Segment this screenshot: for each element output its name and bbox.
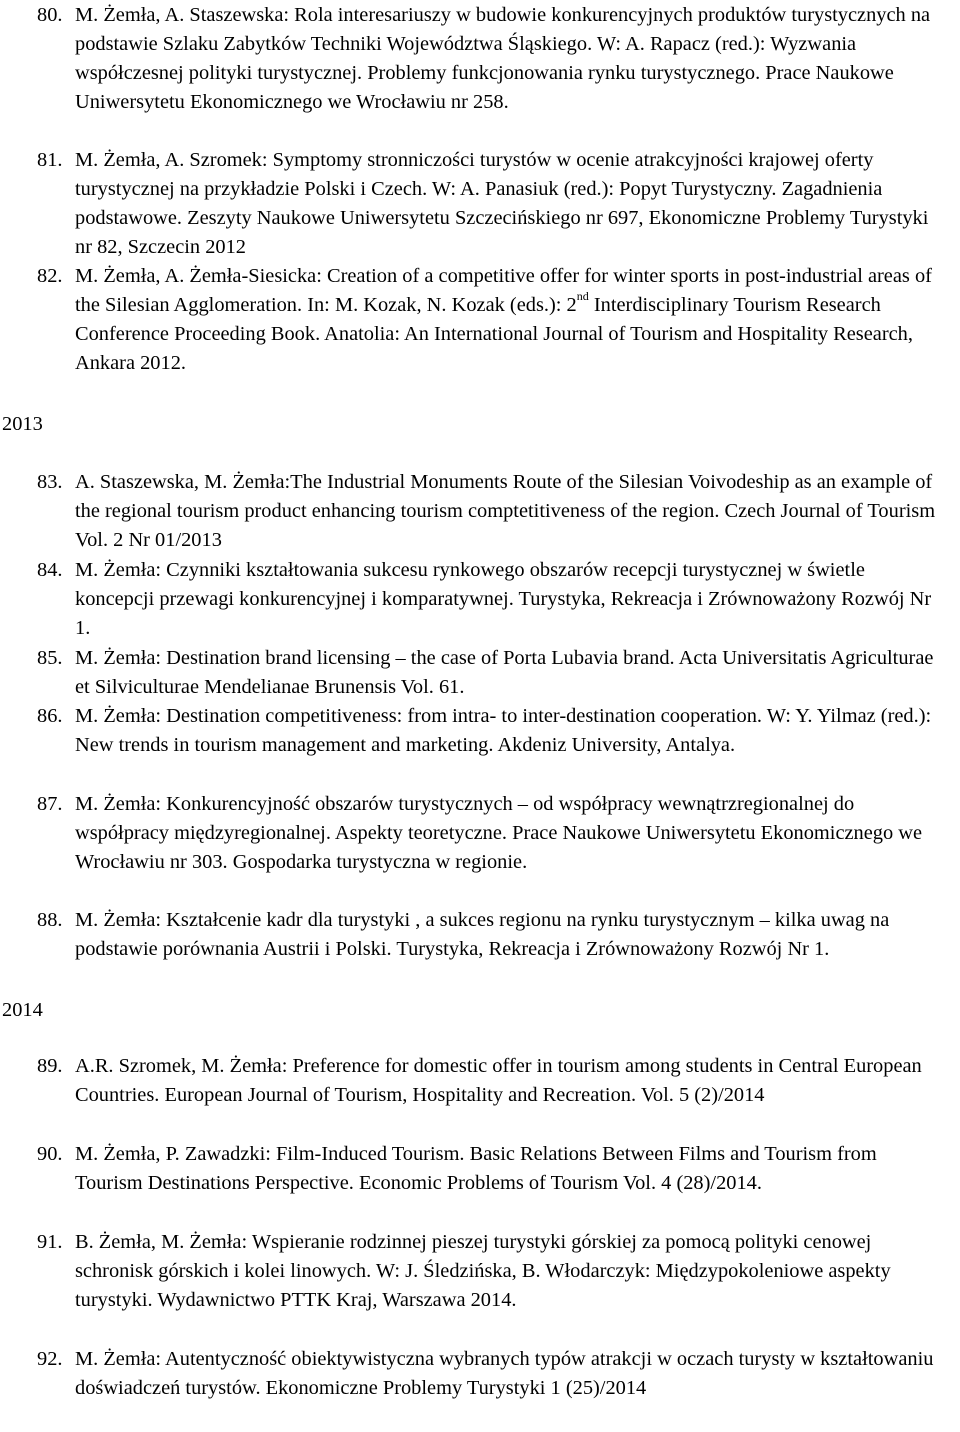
bibliography-entry-84 — [37, 556, 937, 643]
bibliography-entry-88 — [37, 906, 937, 964]
entry-text: M. Żemła: Autentyczność obiektywistyczna wybranych typów atrakcji w oczach turysty w kształtowaniu doświadczeń turystów. Ekonomiczne Problemy Turystyki 1 (25)/2014 — [75, 1348, 934, 1399]
entry-text: M. Żemła: Kształcenie kadr dla turystyki , a sukces regionu na rynku turystycznym – kilka uwag na podstawie porównania Austrii i Polski. Turystyka, Rekreacja i Zrównoważony Rozwój Nr 1. — [75, 909, 890, 960]
entry-number: 86. — [37, 705, 63, 727]
bibliography-entry-80 — [37, 1, 937, 117]
bibliography-entry-85 — [37, 644, 937, 702]
entry-text: M. Żemła: Czynniki kształtowania sukcesu rynkowego obszarów recepcji turystycznej w świetle koncepcji przewagi konkurencyjnej i komparatywnej. Turystyka, Rekreacja i Zrównoważony Rozwój Nr 1. — [75, 559, 932, 639]
entry-text: M. Żemła: Konkurencyjność obszarów turystycznych – od współpracy wewnątrzregionalnej do współpracy międzyregionalnej. Aspekty teoretyczne. Prace Naukowe Uniwersytetu Ekonomicznego we Wrocławiu nr 303. Gospodarka turystyczna w regionie. — [75, 793, 923, 873]
entry-number: 87. — [37, 793, 63, 815]
entry-number: 88. — [37, 909, 63, 931]
year-label-2013: 2013 — [2, 413, 43, 435]
entry-number: 91. — [37, 1231, 63, 1253]
entry-text-part: M. Żemła, A. Żemła-Siesicka: Creation of a competitive offer for winter sports in post-industrial areas of the Silesian Agglomeration. In: M. Kozak, N. Kozak (eds.): 2 — [75, 265, 932, 316]
entry-text: M. Żemła, P. Zawadzki: Film-Induced Tourism. Basic Relations Between Films and Tourism from Tourism Destinations Perspective. Economic Problems of Tourism Vol. 4 (28)/2014. — [75, 1143, 877, 1194]
entry-number: 89. — [37, 1055, 63, 1077]
entry-number: 82. — [37, 265, 63, 287]
entry-text: A.R. Szromek, M. Żemła: Preference for domestic offer in tourism among students in Central European Countries. European Journal of Tourism, Hospitality and Recreation. Vol. 5 (2)/2014 — [75, 1055, 922, 1106]
entry-text: B. Żemła, M. Żemła: Wspieranie rodzinnej pieszej turystyki górskiej za pomocą polityki cenowej schronisk górskich i kolei linowych. W: J. Śledzińska, B. Włodarczyk: Międzypokoleniowe aspekty turystyki. Wydawnictwo PTTK Kraj, Warszawa 2014. — [75, 1231, 891, 1311]
ordinal-superscript: nd — [576, 289, 589, 304]
bibliography-entry-86 — [37, 702, 937, 760]
entry-text: A. Staszewska, M. Żemła:The Industrial Monuments Route of the Silesian Voivodeship as an example of the regional tourism product enhancing tourism comptetitiveness of the region. Czech Journal of Tourism Vol. 2 Nr 01/2013 — [75, 471, 936, 551]
bibliography-entry-81 — [37, 146, 937, 262]
entry-text — [75, 262, 937, 378]
entry-text-part: Interdisciplinary Tourism Research Conference Proceeding Book. Anatolia: An International Journal of Tourism and Hospitality Research, Ankara 2012. — [75, 294, 913, 374]
entry-number: 90. — [37, 1143, 63, 1165]
entry-number: 83. — [37, 471, 63, 493]
entry-text: M. Żemła: Destination competitiveness: from intra- to inter-destination cooperation. W: Y. Yilmaz (red.): New trends in tourism management and marketing. Akdeniz University, Antalya. — [75, 705, 932, 756]
entry-number: 92. — [37, 1348, 63, 1370]
bibliography-entry-90 — [37, 1140, 937, 1198]
entry-number: 85. — [37, 647, 63, 669]
bibliography-entry-92 — [37, 1345, 937, 1403]
entry-text: M. Żemła, A. Szromek: Symptomy stronniczości turystów w ocenie atrakcyjności krajowej oferty turystycznej na przykładzie Polski i Czech. W: A. Panasiuk (red.): Popyt Turystyczny. Zagadnienia podstawowe. Zeszyty Naukowe Uniwersytetu Szczecińskiego nr 697, Ekonomiczne Problemy Turystyki nr 82, Szczecin 2012 — [75, 149, 929, 258]
entry-number: 80. — [37, 4, 63, 26]
entry-text: M. Żemła, A. Staszewska: Rola interesariuszy w budowie konkurencyjnych produktów turystycznych na podstawie Szlaku Zabytków Techniki Województwa Śląskiego. W: A. Rapacz (red.): Wyzwania współczesnej polityki turystycznej. Problemy funkcjonowania rynku turystycznego. Prace Naukowe Uniwersytetu Ekonomicznego we Wrocławiu nr 258. — [75, 4, 931, 113]
bibliography-entry-89 — [37, 1052, 937, 1110]
bibliography-entry-83 — [37, 468, 937, 555]
entry-text: M. Żemła: Destination brand licensing – the case of Porta Lubavia brand. Acta Universitatis Agriculturae et Silviculturae Mendelianae Brunensis Vol. 61. — [75, 647, 934, 698]
bibliography-entry-91 — [37, 1228, 937, 1315]
bibliography-entry-87 — [37, 790, 937, 877]
entry-number: 84. — [37, 559, 63, 581]
bibliography-entry-82 — [37, 262, 937, 378]
year-label-2014: 2014 — [2, 999, 43, 1021]
entry-number: 81. — [37, 149, 63, 171]
